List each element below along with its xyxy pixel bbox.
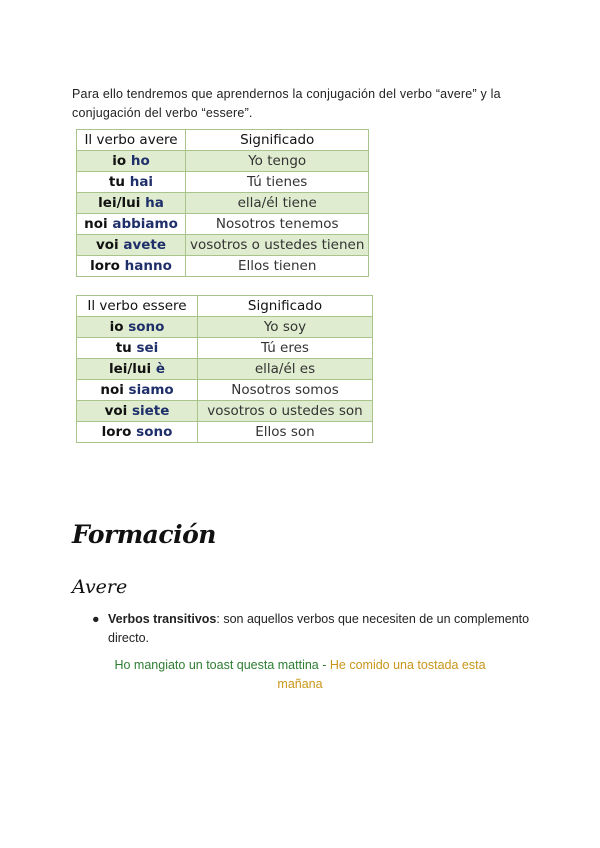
example-separator: - [318,658,330,672]
verb-form: hanno [124,258,172,274]
verb-form: siete [131,403,170,419]
meaning-cell: Tú tienes [186,172,369,193]
conjugation-cell [77,317,198,338]
pronoun: loro [101,424,132,440]
verb-form: è [155,361,166,377]
verb-form: hai [129,174,154,190]
meaning-cell: ella/él es [198,359,373,380]
bullet-term: Verbos transitivos [108,612,217,626]
table-row [77,193,369,214]
verb-form: sono [136,424,173,440]
table-header-row [77,130,369,151]
pronoun: noi [100,382,124,398]
meaning-cell: Nosotros somos [198,380,373,401]
pronoun: loro [90,258,120,274]
example-sentence [100,656,500,694]
verb-form: avete [123,237,167,253]
verb-form: sei [136,340,159,356]
conjugation-cell [77,235,186,256]
pronoun: voi [104,403,128,419]
bullet-description: : son aquellos verbos que necesiten de un complemento directo. [108,612,530,645]
meaning-cell: Yo soy [198,317,373,338]
table-row [77,401,373,422]
header-verb: Il verbo essere [77,296,198,317]
meaning-cell: Nosotros tenemos [186,214,369,235]
pronoun: noi [84,216,108,232]
conjugation-cell [77,256,186,277]
heading-avere: Avere [72,576,128,598]
conjugation-cell [77,359,198,380]
table-row [77,359,373,380]
conjugation-cell [77,380,198,401]
table-row [77,338,373,359]
verb-form: abbiamo [112,216,178,232]
conjugation-cell [77,214,186,235]
pronoun: lei/lui [108,361,152,377]
verb-form: ho [130,153,150,169]
pronoun: tu [108,174,125,190]
table-row [77,235,369,256]
table-row [77,380,373,401]
list-item [92,610,532,648]
meaning-cell: ella/él tiene [186,193,369,214]
meaning-cell: Ellos tienen [186,256,369,277]
conjugation-cell [77,401,198,422]
pronoun: io [112,153,127,169]
meaning-cell: vosotros o ustedes son [198,401,373,422]
bullet-dot-icon: ● [92,612,100,626]
meaning-cell: Ellos son [198,422,373,443]
pronoun: io [109,319,124,335]
pronoun: voi [95,237,119,253]
pronoun: tu [115,340,132,356]
header-meaning: Significado [186,130,369,151]
header-meaning: Significado [198,296,373,317]
table-header-row [77,296,373,317]
example-spanish: He comido una tostada esta mañana [277,658,486,691]
bullet-text [108,610,532,648]
table-row [77,256,369,277]
conjugation-cell [77,151,186,172]
avere-conjugation-table [76,129,369,277]
conjugation-cell [77,193,186,214]
essere-conjugation-table [76,295,373,443]
conjugation-cell [77,338,198,359]
verb-form: ha [145,195,164,211]
meaning-cell: Yo tengo [186,151,369,172]
heading-formacion: Formación [72,520,216,549]
table-row [77,172,369,193]
example-italian: Ho mangiato un toast questa mattina [114,658,319,672]
header-verb: Il verbo avere [77,130,186,151]
intro-paragraph: Para ello tendremos que aprendernos la conjugación del verbo “avere” y la conjugación del verbo “essere”. [72,86,501,120]
table-row [77,214,369,235]
meaning-cell: Tú eres [198,338,373,359]
meaning-cell: vosotros o ustedes tienen [186,235,369,256]
verb-form: siamo [128,382,174,398]
conjugation-cell [77,172,186,193]
verb-form: sono [128,319,165,335]
table-row [77,151,369,172]
pronoun: lei/lui [98,195,141,211]
conjugation-cell [77,422,198,443]
table-row [77,317,373,338]
table-row [77,422,373,443]
